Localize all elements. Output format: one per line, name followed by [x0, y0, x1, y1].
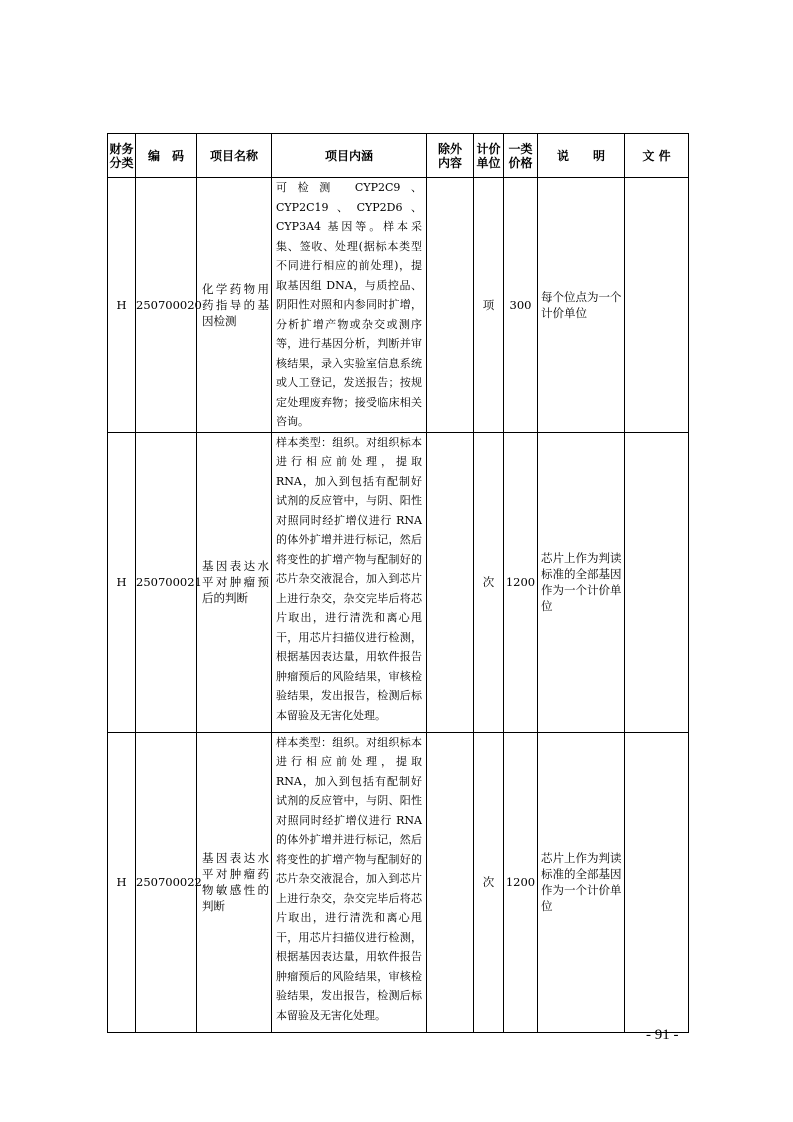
price-table	[107, 133, 689, 1033]
row-code: 250700021	[136, 432, 197, 732]
row-category: H	[108, 178, 136, 433]
header-unit: 计价 单位	[474, 134, 504, 178]
row-unit: 项	[474, 178, 504, 433]
row-content: 样本类型：组织。对组织标本进行相应前处理，提取 RNA，加入到包括有配制好试剂的反应管中，与阴、阳性对照同时经扩增仪进行 RNA 的体外扩增并进行标记，然后将变性的扩增产物与配制好的芯片杂交液混合，加入到芯片上进行杂交，杂交完毕后将芯片取出，进行清洗和离心甩干，用芯片扫描仪进行检测，根据基因表达量，用软件报告肿瘤预后的风险结果，审核检验结果，发出报告，检测后标本留验及无害化处理。	[272, 432, 427, 732]
row-category: H	[108, 432, 136, 732]
table-row	[108, 432, 689, 732]
table-row	[108, 178, 689, 433]
row-name: 基因表达水平对肿瘤预后的判断	[197, 432, 272, 732]
row-excluded	[427, 732, 474, 1032]
row-code: 250700022	[136, 732, 197, 1032]
header-excluded: 除外 内容	[427, 134, 474, 178]
header-code: 编 码	[136, 134, 197, 178]
row-category: H	[108, 732, 136, 1032]
row-note: 芯片上作为判读标准的全部基因作为一个计价单位	[538, 432, 625, 732]
row-price: 1200	[504, 732, 538, 1032]
row-document	[625, 732, 689, 1032]
header-document: 文 件	[625, 134, 689, 178]
row-price: 1200	[504, 432, 538, 732]
row-document	[625, 178, 689, 433]
header-price: 一类 价格	[504, 134, 538, 178]
row-name: 化学药物用药指导的基因检测	[197, 178, 272, 433]
page-number: - 91 -	[646, 1027, 679, 1043]
header-row	[108, 134, 689, 178]
header-name: 项目名称	[197, 134, 272, 178]
row-code: 250700020	[136, 178, 197, 433]
table-row	[108, 732, 689, 1032]
header-category: 财务 分类	[108, 134, 136, 178]
row-unit: 次	[474, 432, 504, 732]
header-note: 说 明	[538, 134, 625, 178]
row-name: 基因表达水平对肿瘤药物敏感性的判断	[197, 732, 272, 1032]
row-note: 芯片上作为判读标准的全部基因作为一个计价单位	[538, 732, 625, 1032]
row-price: 300	[504, 178, 538, 433]
row-note: 每个位点为一个计价单位	[538, 178, 625, 433]
row-excluded	[427, 432, 474, 732]
row-content: 样本类型：组织。对组织标本进行相应前处理，提取 RNA，加入到包括有配制好试剂的反应管中，与阴、阳性对照同时经扩增仪进行 RNA 的体外扩增并进行标记，然后将变性的扩增产物与配制好的芯片杂交液混合，加入到芯片上进行杂交，杂交完毕后将芯片取出，进行清洗和离心甩干，用芯片扫描仪进行检测，根据基因表达量，用软件报告肿瘤预后的风险结果，审核检验结果，发出报告，检测后标本留验及无害化处理。	[272, 732, 427, 1032]
row-unit: 次	[474, 732, 504, 1032]
header-content: 项目内涵	[272, 134, 427, 178]
row-excluded	[427, 178, 474, 433]
row-document	[625, 432, 689, 732]
row-content: 可检测 CYP2C9、CYP2C19、CYP2D6、CYP3A4 基因等。样本采集、签收、处理(据标本类型不同进行相应的前处理)，提取基因组 DNA，与质控品、阴阳性对照和内参同时扩增，分析扩增产物或杂交或测序等，进行基因分析，判断并审核结果，录入实验室信息系统或人工登记，发送报告；按规定处理废弃物；接受临床相关咨询。	[272, 178, 427, 433]
